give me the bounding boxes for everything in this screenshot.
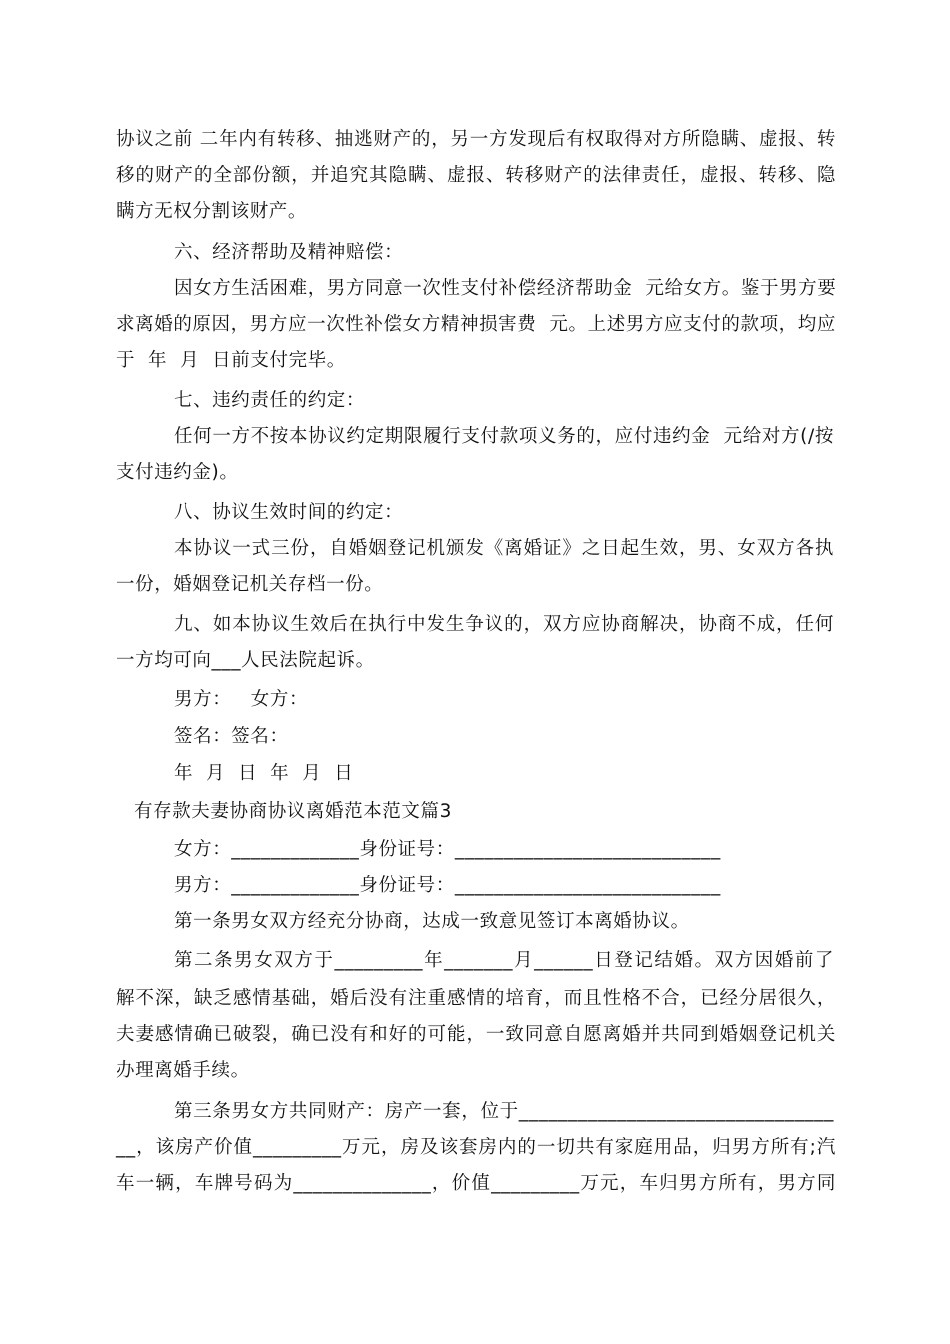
paragraph-line: 九、如本协议生效后在执行中发生争议的，双方应协商解决，协商不成，任何 xyxy=(174,614,834,635)
paragraph-line: 夫妻感情确已破裂，确已没有和好的可能，一致同意自愿离婚并共同到婚姻登记机关 xyxy=(116,1024,836,1045)
section-heading: 七、违约责任的约定： xyxy=(174,390,366,411)
paragraph-line: 本协议一式三份，自婚姻登记机颁发《离婚证》之日起生效，男、女双方各执 xyxy=(174,538,834,559)
paragraph-line: 一份，婚姻登记机关存档一份。 xyxy=(116,574,384,595)
paragraph-line: 支付违约金)。 xyxy=(116,462,239,483)
paragraph-line: __，该房产价值_________万元，房及该套房内的一切共有家庭用品，归男方所有;汽 xyxy=(116,1137,836,1158)
signature-parties: 男方： 女方： xyxy=(174,689,309,710)
paragraph-line: 求离婚的原因，男方应一次性补偿女方精神损害费 元。上述男方应支付的款项，均应 xyxy=(116,314,836,335)
paragraph-line: 于 年 月 日前支付完毕。 xyxy=(116,350,346,371)
paragraph-line: 办理离婚手续。 xyxy=(116,1060,250,1081)
paragraph-line: 解不深，缺乏感情基础，婚后没有注重感情的培育，而且性格不合，已经分居很久， xyxy=(116,988,836,1009)
signature-names: 签名：签名： xyxy=(174,726,289,747)
paragraph-line: 车一辆，车牌号码为______________，价值_________万元，车归男方所有，男方同 xyxy=(116,1173,836,1194)
signature-dates: 年 月 日 年 月 日 xyxy=(174,763,354,784)
paragraph-line: 移的财产的全部份额，并追究其隐瞒、虚报、转移财产的法律责任，虚报、转移、隐 xyxy=(116,165,836,186)
article-one: 第一条男女双方经充分协商，达成一致意见签订本离婚协议。 xyxy=(174,911,690,932)
paragraph-line: 一方均可向___人民法院起诉。 xyxy=(116,650,375,671)
paragraph-line: 协议之前 二年内有转移、抽逃财产的，另一方发现后有权取得对方所隐瞒、虚报、转 xyxy=(116,129,836,150)
section-heading: 八、协议生效时间的约定： xyxy=(174,502,404,523)
paragraph-line: 第三条男女方共同财产：房产一套，位于________________________________ xyxy=(174,1101,834,1122)
paragraph-line: 任何一方不按本协议约定期限履行支付款项义务的，应付违约金 元给对方(/按 xyxy=(174,426,834,447)
section-title: 有存款夫妻协商协议离婚范本范文篇3 xyxy=(134,801,452,822)
paragraph-line: 因女方生活困难，男方同意一次性支付补偿经济帮助金 元给女方。鉴于男方要 xyxy=(174,278,837,299)
section-heading: 六、经济帮助及精神赔偿： xyxy=(174,242,404,263)
paragraph-line: 第二条男女双方于_________年_______月______日登记结婚。双方因婚前了 xyxy=(174,950,834,971)
male-id-line: 男方：_____________身份证号：___________________________ xyxy=(174,875,721,896)
female-id-line: 女方：_____________身份证号：___________________________ xyxy=(174,839,721,860)
paragraph-line: 瞒方无权分割该财产。 xyxy=(116,201,308,222)
